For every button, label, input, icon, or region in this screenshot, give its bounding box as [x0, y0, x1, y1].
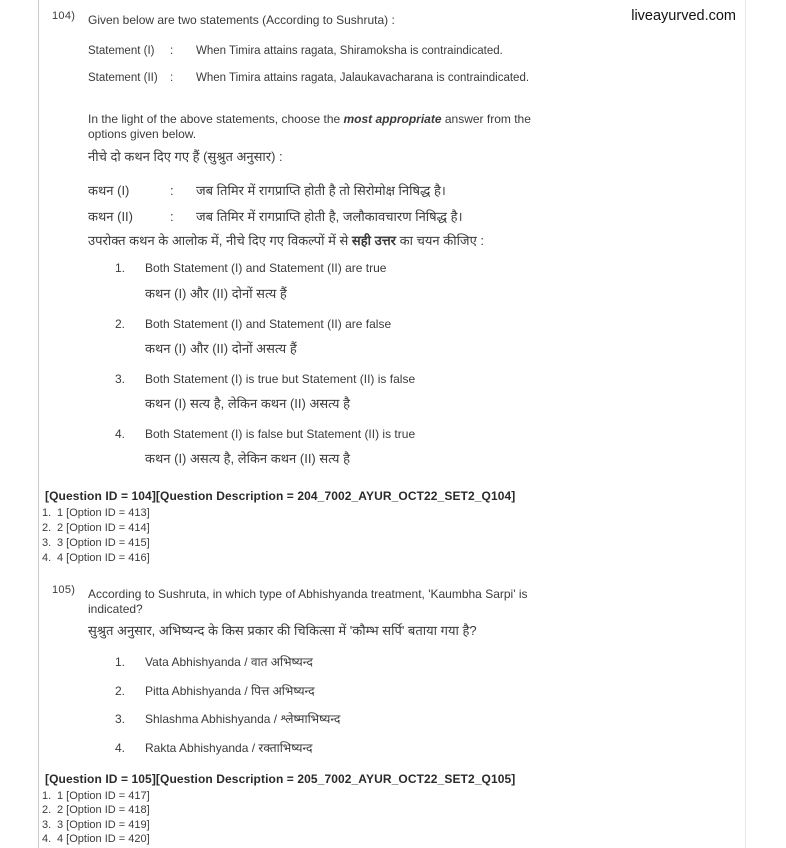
footer-option-number: 4.: [42, 833, 52, 845]
q104-option-1-en: [115, 261, 386, 276]
q104-option-4-hi: कथन (I) असत्य है, लेकिन कथन (II) सत्य है: [145, 451, 350, 466]
option-number: 3.: [115, 712, 126, 726]
option-number: 4.: [115, 741, 126, 755]
q105-option-4: [115, 741, 313, 756]
statement-2-hi: [88, 208, 541, 225]
option-number: 3.: [115, 372, 126, 386]
q105-footer-option-2: [42, 803, 150, 818]
question-104-number: 104): [52, 10, 76, 22]
option-number: 1.: [115, 261, 126, 275]
choose-en-pre: In the light of the above statements, choose the: [88, 112, 344, 126]
statement-2-en: [88, 71, 541, 85]
option-text: Pitta Abhishyanda / पित्त अभिष्यन्द: [145, 684, 315, 698]
q105-footer-option-1: [42, 789, 150, 804]
question-104-intro-en: Given below are two statements (According to Sushruta) :: [88, 13, 395, 27]
footer-option-text: 3 [Option ID = 415]: [57, 537, 150, 549]
q104-footer-option-3: [42, 536, 150, 551]
choose-hi-post: का चयन कीजिए :: [396, 233, 484, 248]
question-105-text-hi: सुश्रुत अनुसार, अभिष्यन्द के किस प्रकार की चिकित्सा में 'कौम्भ सर्पि' बताया गया है?: [88, 623, 477, 638]
statement-1-en-text: When Timira attains ragata, Shiramoksha is contraindicated.: [196, 45, 503, 57]
option-number: 2.: [115, 317, 126, 331]
footer-option-text: 4 [Option ID = 420]: [57, 833, 150, 845]
option-text: Both Statement (I) and Statement (II) are false: [145, 317, 392, 331]
statement-1-en-label: Statement (I): [88, 45, 155, 57]
q105-option-2: [115, 684, 315, 699]
footer-option-text: 1 [Option ID = 413]: [57, 507, 150, 519]
option-text: Shlashma Abhishyanda / श्लेष्माभिष्यन्द: [145, 712, 341, 726]
footer-option-number: 3.: [42, 537, 52, 549]
right-margin-rule: [745, 0, 746, 848]
q104-option-4-en: [115, 427, 415, 442]
question-105-text-en: According to Sushruta, in which type of Abhishyanda treatment, 'Kaumbha Sarpi' is indicated?: [88, 587, 528, 616]
question-104-choose-en: [88, 112, 548, 142]
q104-option-3-hi: कथन (I) सत्य है, लेकिन कथन (II) असत्य है: [145, 396, 350, 411]
option-text: Vata Abhishyanda / वात अभिष्यन्द: [145, 655, 313, 669]
statement-2-en-colon: :: [170, 72, 174, 84]
footer-option-text: 2 [Option ID = 418]: [57, 804, 150, 816]
option-text: Both Statement (I) is false but Statement (II) is true: [145, 427, 416, 441]
choose-en-emphasis: most appropriate: [343, 112, 442, 126]
q104-option-3-en: [115, 372, 415, 387]
statement-1-en: [88, 44, 541, 58]
footer-option-number: 2.: [42, 522, 52, 534]
footer-option-text: 1 [Option ID = 417]: [57, 790, 150, 802]
statement-2-en-label: Statement (II): [88, 72, 158, 84]
q104-question-id-line: [Question ID = 104][Question Description = 204_7002_AYUR_OCT22_SET2_Q104]: [45, 489, 516, 503]
option-text: Both Statement (I) is true but Statement (II) is false: [145, 372, 416, 386]
watermark: liveayurved.com: [631, 8, 736, 24]
statement-1-hi-colon: :: [170, 183, 174, 198]
footer-option-text: 3 [Option ID = 419]: [57, 819, 150, 831]
footer-option-number: 3.: [42, 819, 52, 831]
option-text: Both Statement (I) and Statement (II) are true: [145, 261, 387, 275]
q105-option-1: [115, 655, 313, 670]
statement-1-hi-text: जब तिमिर में रागप्राप्ति होती है तो सिरोमोक्ष निषिद्ध है।: [196, 183, 446, 198]
q104-option-2-en: [115, 317, 391, 332]
statement-2-hi-colon: :: [170, 209, 174, 224]
q104-footer-option-1: [42, 506, 150, 521]
option-number: 2.: [115, 684, 126, 698]
footer-option-number: 4.: [42, 552, 52, 564]
footer-option-text: 2 [Option ID = 414]: [57, 522, 150, 534]
footer-option-number: 1.: [42, 507, 52, 519]
statement-1-en-colon: :: [170, 45, 174, 57]
option-text: Rakta Abhishyanda / रक्ताभिष्यन्द: [145, 741, 313, 755]
question-104-choose-hi: [88, 232, 548, 249]
left-margin-rule: [38, 0, 39, 848]
statement-2-hi-label: कथन (II): [88, 209, 133, 224]
statement-2-hi-text: जब तिमिर में रागप्राप्ति होती है, जलौकावचारण निषिद्ध है।: [196, 209, 463, 224]
choose-hi-emphasis: सही उत्तर: [351, 233, 397, 248]
q104-option-1-hi: कथन (I) और (II) दोनों सत्य हैं: [145, 286, 287, 301]
statement-2-en-text: When Timira attains ragata, Jalaukavacharana is contraindicated.: [196, 72, 530, 84]
q105-option-3: [115, 712, 340, 727]
q105-footer-option-4: [42, 832, 150, 847]
choose-en-post: answer from the options given below.: [88, 112, 531, 141]
q105-footer-option-3: [42, 818, 150, 833]
q105-question-id-line: [Question ID = 105][Question Description = 205_7002_AYUR_OCT22_SET2_Q105]: [45, 772, 516, 786]
footer-option-number: 1.: [42, 790, 52, 802]
footer-option-number: 2.: [42, 804, 52, 816]
footer-option-text: 4 [Option ID = 416]: [57, 552, 150, 564]
question-105-number: 105): [52, 584, 76, 596]
statement-1-hi-label: कथन (I): [88, 183, 130, 198]
q104-option-2-hi: कथन (I) और (II) दोनों असत्य हैं: [145, 341, 297, 356]
q104-footer-option-2: [42, 521, 150, 536]
choose-hi-pre: उपरोक्त कथन के आलोक में, नीचे दिए गए विकल्पों में से: [88, 233, 352, 248]
option-number: 4.: [115, 427, 126, 441]
statement-1-hi: [88, 182, 541, 199]
question-104-intro-hi: नीचे दो कथन दिए गए हैं (सुश्रुत अनुसार) :: [88, 149, 283, 164]
q104-footer-option-4: [42, 551, 150, 566]
option-number: 1.: [115, 655, 126, 669]
